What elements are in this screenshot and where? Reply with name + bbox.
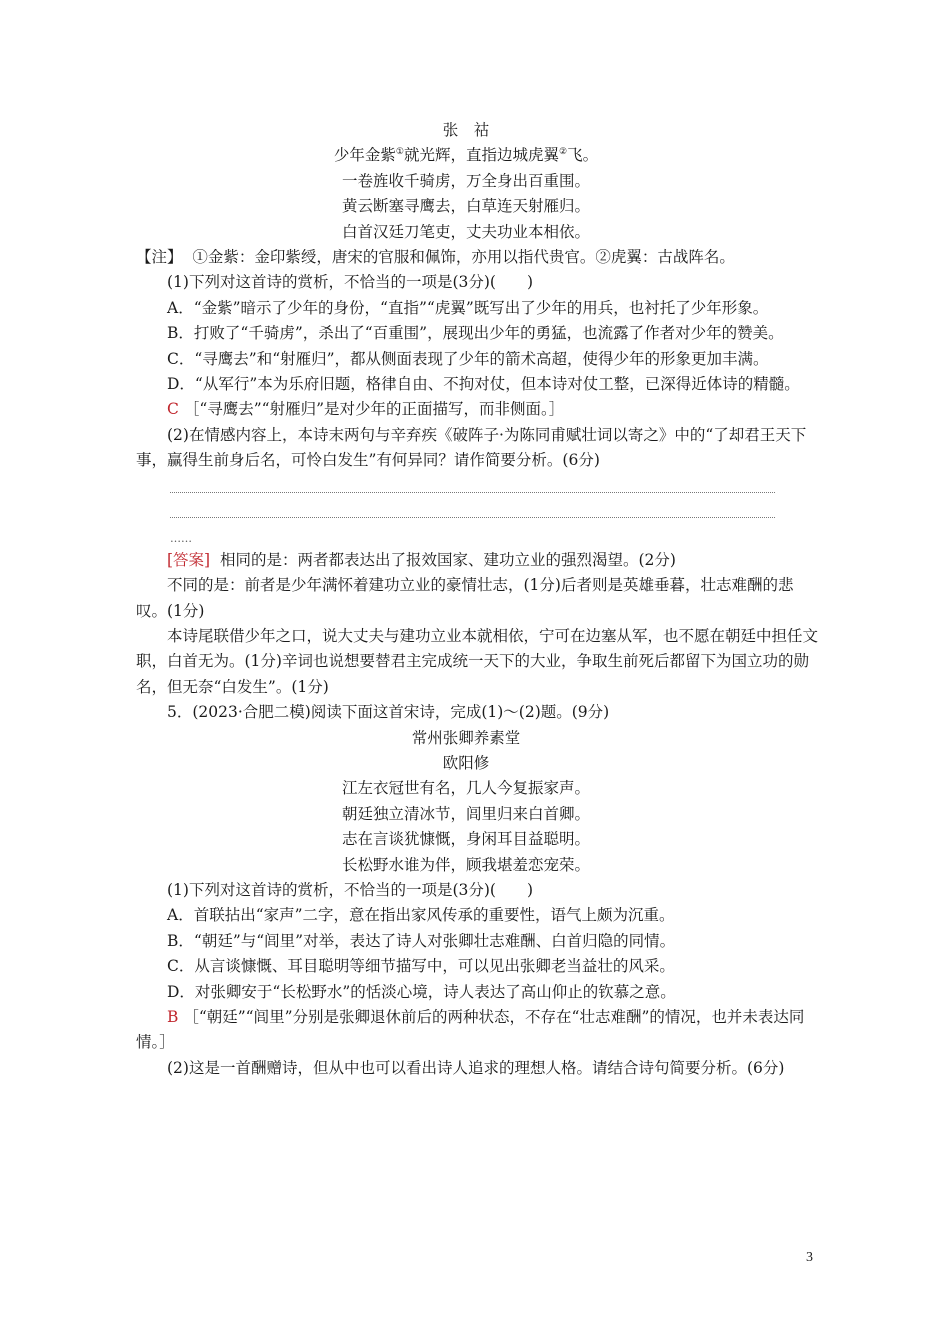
q5-sub1-option-b: B．“朝廷”与“闾里”对举，表达了诗人对张卿壮志难酬、白首归隐的同情。 bbox=[167, 931, 676, 950]
q2-answer-p1-text: 相同的是：两者都表达出了报效国家、建功立业的强烈渴望。(2分) bbox=[219, 550, 676, 569]
q5-stem: 5．(2023·合肥二模)阅读下面这首宋诗，完成(1)～(2)题。(9分) bbox=[167, 703, 610, 722]
q1-stem: (1)下列对这首诗的赏析，不恰当的一项是(3分)( ) bbox=[167, 273, 534, 292]
poem-2-line-1: 江左衣冠世有名，几人今复振家声。 bbox=[341, 779, 590, 798]
q1-option-d: D．“从军行”本为乐府旧题，格律自由、不拘对仗，但本诗对仗工整，已深得近体诗的精髓。 bbox=[167, 375, 800, 394]
poem-1-line-4: 白首汉廷刀笔吏，丈夫功业本相依。 bbox=[341, 222, 590, 241]
poem-1-line-3: 黄云断塞寻鹰去，白草连天射雁归。 bbox=[341, 197, 590, 216]
poem-1-line-1-part-c: 飞。 bbox=[567, 146, 599, 165]
poem-1-line-1-part-a: 少年金紫 bbox=[333, 146, 396, 165]
poem-1-line-1 bbox=[112, 143, 820, 168]
poem-1-line-2: 一卷旌收千骑虏，万全身出百重围。 bbox=[341, 171, 590, 190]
q1-option-c: C．“寻鹰去”和“射雁归”，都从侧面表现了少年的箭术高超，使得少年的形象更加丰满。 bbox=[167, 349, 769, 368]
poem-2-line-3: 志在言谈犹慷慨，身闲耳目益聪明。 bbox=[341, 830, 590, 849]
q2-answer-p2: 不同的是：前者是少年满怀着建功立业的豪情壮志，(1分)后者则是英雄垂暮，壮志难酬的悲叹。(1分) bbox=[136, 576, 794, 620]
q1-answer-text: ［“寻鹰去”“射雁归”是对少年的正面描写，而非侧面。］ bbox=[183, 400, 565, 419]
q5-sub1-answer bbox=[136, 1005, 820, 1056]
poem-2-line-2: 朝廷独立清冰节，闾里归来白首卿。 bbox=[341, 804, 590, 823]
q5-sub1-option-c: C．从言谈慷慨、耳目聪明等细节描写中，可以见出张卿老当益壮的风采。 bbox=[167, 957, 675, 976]
poem-1 bbox=[112, 118, 820, 245]
footnote-ref-2: ② bbox=[559, 147, 568, 158]
poem-2-line-4: 长松野水谁为伴，顾我堪羞恋宠荣。 bbox=[341, 855, 590, 874]
q1-option-a: A．“金紫”暗示了少年的身份，“直指”“虎翼”既写出了少年的用兵，也衬托了少年形象。 bbox=[167, 298, 769, 317]
q2-answer-p3: 本诗尾联借少年之口，说大丈夫与建功立业本就相依，宁可在边塞从军，也不愿在朝廷中担任文职，白首无为。(1分)辛词也说想要替君主完成统一天下的大业，争取生前死后都留下为国立功的勋名，但无奈“白发生”。(1分) bbox=[136, 626, 819, 696]
poem-2-title: 常州张卿养素堂 bbox=[411, 728, 521, 747]
q1-option-b: B．打败了“千骑虏”，杀出了“百重围”，展现出少年的勇猛，也流露了作者对少年的赞美。 bbox=[167, 324, 784, 343]
q1-answer-letter: C bbox=[167, 400, 179, 419]
q5-sub1-answer-text: ［“朝廷”“闾里”分别是张卿退休前后的两种状态，不存在“壮志难酬”的情况，也并未表达同情。］ bbox=[136, 1008, 805, 1052]
poem-1-line-1-part-b: 就光辉，直指边城虎翼 bbox=[403, 146, 559, 165]
q2-stem: (2)在情感内容上，本诗末两句与辛弃疾《破阵子·为陈同甫赋壮词以寄之》中的“了却君王天下事，赢得生前身后名，可怜白发生”有何异同？请作简要分析。(6分) bbox=[136, 425, 807, 470]
q5-sub1-answer-letter: B bbox=[167, 1008, 179, 1026]
q5-sub1-option-d: D．对张卿安于“长松野水”的恬淡心境，诗人表达了高山仰止的钦慕之意。 bbox=[167, 982, 676, 1001]
q5-sub1-stem: (1)下列对这首诗的赏析，不恰当的一项是(3分)( ) bbox=[167, 880, 534, 899]
answer-blank-line-2[interactable] bbox=[170, 517, 775, 518]
note-text: ①金紫：金印紫绶，唐宋的官服和佩饰，亦用以指代贵官。②虎翼：古战阵名。 bbox=[192, 248, 735, 267]
note-label: 【注】 bbox=[136, 248, 183, 267]
poem-1-author: 张祜 bbox=[442, 121, 505, 139]
poem-2 bbox=[112, 726, 820, 878]
q2-answer-p1 bbox=[136, 548, 820, 573]
poem-2-author: 欧阳修 bbox=[442, 753, 490, 772]
page-content bbox=[136, 118, 820, 1081]
q2-answer-label: [答案] bbox=[167, 550, 211, 569]
page-number: 3 bbox=[806, 1250, 813, 1265]
q1-answer bbox=[136, 397, 820, 422]
poem-1-note bbox=[136, 245, 820, 270]
q5-sub2-stem: (2)这是一首酬赠诗，但从中也可以看出诗人追求的理想人格。请结合诗句简要分析。(6分) bbox=[167, 1058, 785, 1077]
answer-blank-line-3[interactable]: …… bbox=[170, 531, 192, 545]
footnote-ref-1: ① bbox=[395, 147, 404, 158]
q5-sub1-option-a: A．首联拈出“家声”二字，意在指出家风传承的重要性，语气上颇为沉重。 bbox=[167, 906, 675, 925]
